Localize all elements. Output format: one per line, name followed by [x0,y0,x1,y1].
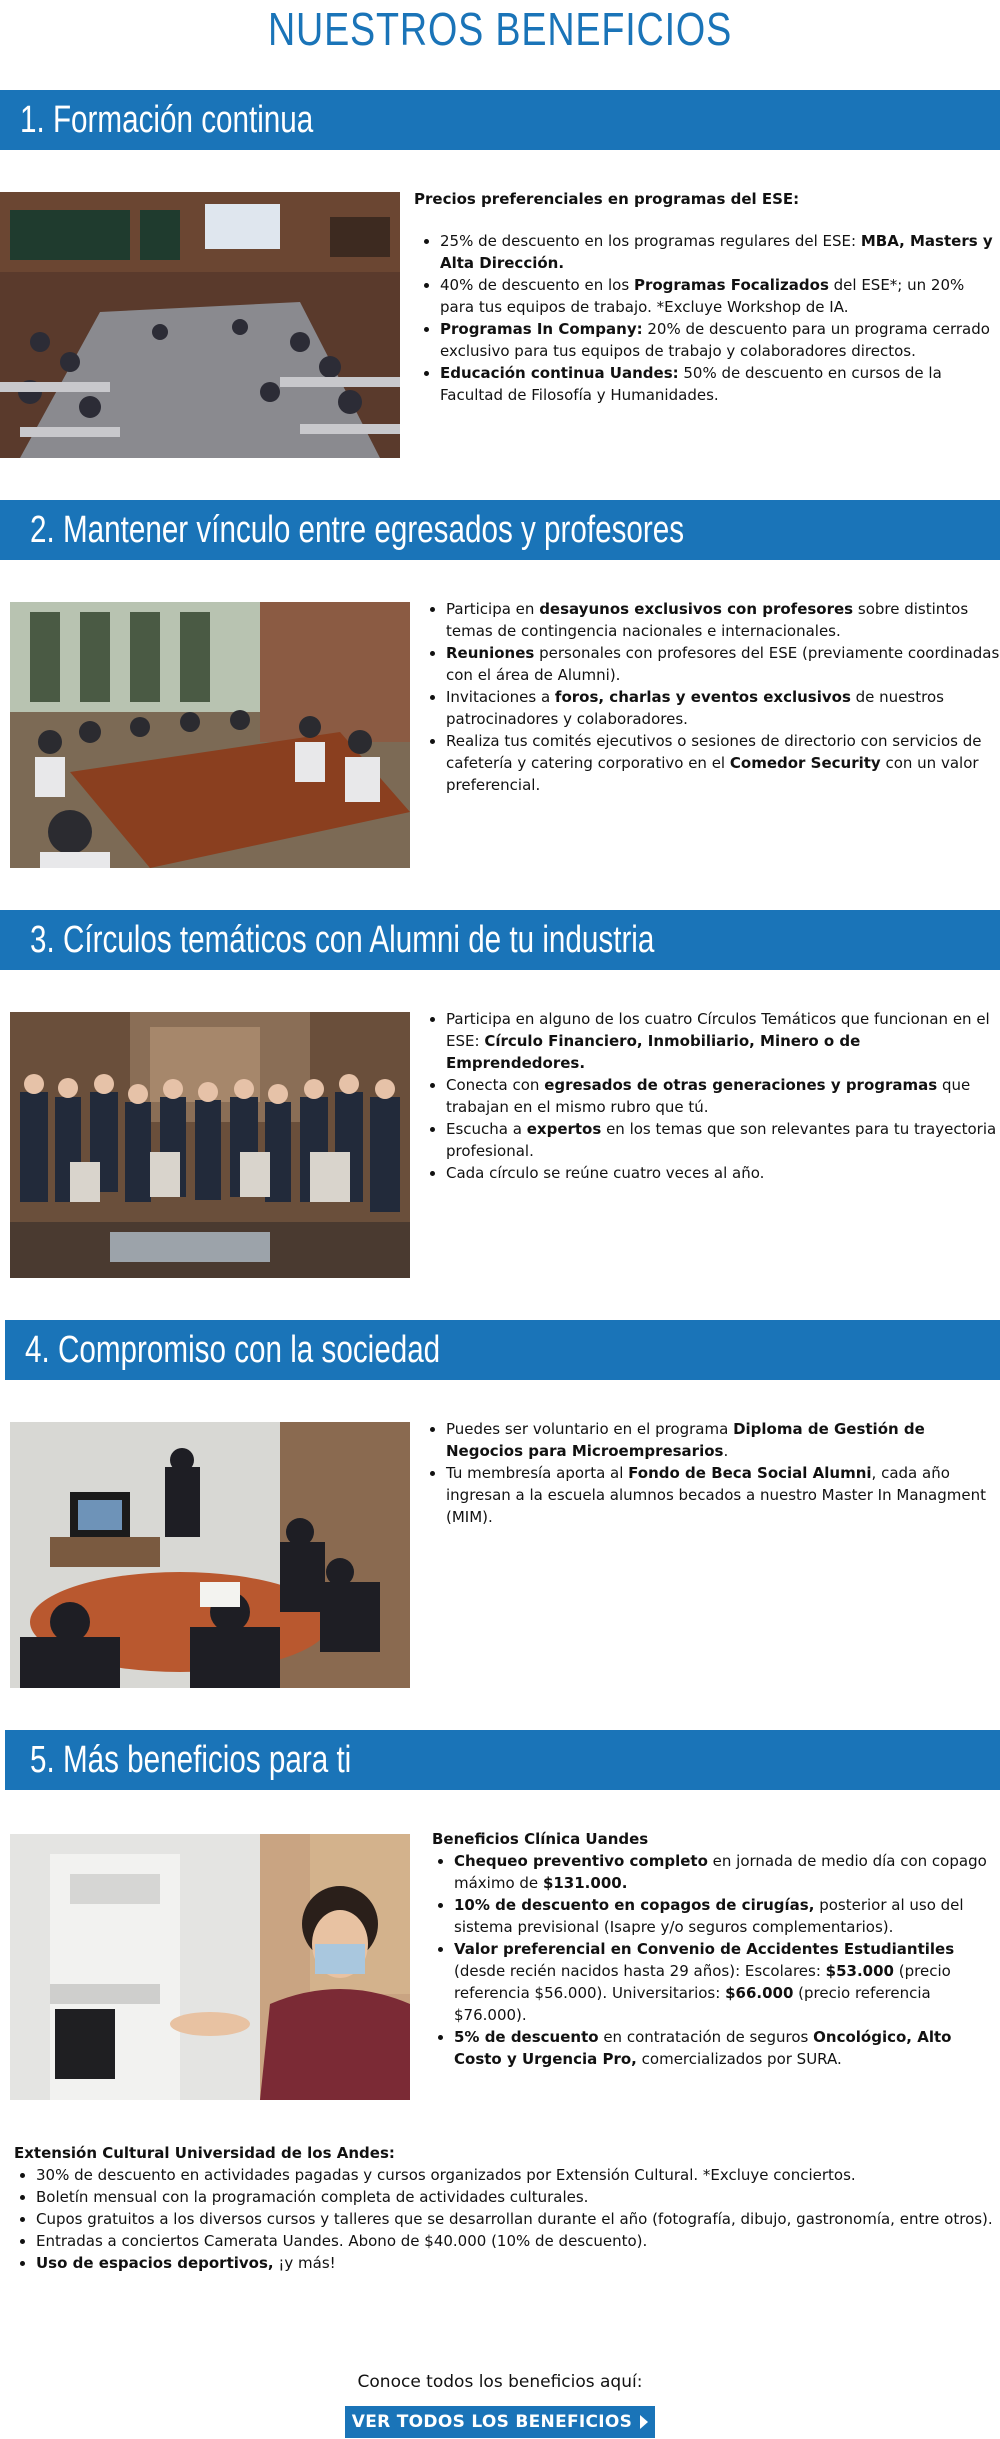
bold-text: Reuniones [446,644,535,662]
benefit-item [446,1074,1000,1118]
text: posterior al uso del sistema previsional (Isapre y/o seguros complementarios). [454,1896,964,1936]
benefit-list [420,598,1000,796]
section-4-text [420,1418,1000,1528]
benefit-item [36,2186,998,2208]
section-banner-mas-beneficios [5,1730,1000,1790]
bold-text: 5% de descuento [454,2028,599,2046]
benefit-item [446,598,1000,642]
text: sobre distintos temas de contingencia nacionales e internacionales. [446,600,969,640]
view-all-benefits-button[interactable] [345,2406,655,2438]
bold-text: Educación continua Uandes: [440,364,679,382]
text: Participa en alguno de los cuatro Círculos Temáticos que funcionan en el ESE: [446,1010,990,1050]
text: en contratación de seguros [598,2028,814,2046]
button-label: VER TODOS LOS BENEFICIOS [351,2412,633,2432]
bold-text: egresados de otras generaciones y programas [544,1076,938,1094]
benefit-list [420,1418,1000,1528]
text: (precio referencia $56.000). Universitarios: [454,1962,951,2002]
photo-group [10,1012,410,1278]
text: Escucha a [446,1120,527,1138]
section-3-text [420,1008,1000,1184]
text: comercializados por SURA. [636,2050,842,2068]
text: (precio referencia $76.000). [454,1984,931,2024]
benefit-item [446,1118,1000,1162]
text: Conecta con [446,1076,545,1094]
bold-text: Valor preferencial en Convenio de Accidentes Estudiantiles [454,1940,955,1958]
page-title: NUESTROS BENEFICIOS [267,3,733,55]
benefit-list [432,1850,1000,2070]
section-heading: Beneficios Clínica Uandes [432,1830,649,1848]
text: 40% de descuento en los [440,276,634,294]
bold-text: foros, charlas y eventos exclusivos [554,688,851,706]
bold-text: expertos [526,1120,602,1138]
bold-text: Programas In Company: [440,320,643,338]
extension-list [14,2164,998,2274]
text: . [723,1442,729,1460]
bold-text: Fondo de Beca Social Alumni [628,1464,872,1482]
section-5-text [432,1828,1000,2070]
benefit-item [446,1418,1000,1462]
text: Realiza tus comités ejecutivos o sesiones de directorio con servicios de cafetería y catering corporativo en el [446,732,982,772]
text: con un valor preferencial. [446,754,979,794]
text: Cupos gratuitos a los diversos cursos y talleres que se desarrollan durante el año (fotografía, dibujo, gastronomía, entre otros). [36,2210,993,2228]
benefit-item [36,2164,998,2186]
photo-round-table [10,1422,410,1688]
text: Participa en [446,600,540,618]
benefit-item [446,1162,1000,1184]
benefit-item [446,1008,1000,1074]
section-title: 3. Círculos temáticos con Alumni de tu industria [30,918,655,961]
benefit-list [414,230,1000,406]
bold-text: Oncológico, Alto Costo y Urgencia Pro, [454,2028,952,2068]
text: Invitaciones a [446,688,555,706]
section-heading: Precios preferenciales en programas del ESE: [414,190,800,208]
bold-text: Círculo Financiero, Inmobiliario, Minero o de Emprendedores. [446,1032,861,1072]
benefit-item [454,1938,1000,2026]
section-banner-compromiso [5,1320,1000,1380]
text: , cada año ingresan a la escuela alumnos becados a nuestro Master In Managment (MIM). [446,1464,986,1526]
section-banner-circulos [0,910,1000,970]
section-title: 5. Más beneficios para ti [30,1738,352,1781]
benefit-item [454,2026,1000,2070]
benefit-item [440,362,1000,406]
benefit-item [36,2252,998,2274]
bold-text: Comedor Security [729,754,881,772]
text: Tu membresía aporta al [446,1464,629,1482]
text: 25% de descuento en los programas regulares del ESE: [440,232,861,250]
text: 20% de descuento para un programa cerrado exclusivo para tus equipos de trabajo y colaboradores directos. [440,320,990,360]
text: que trabajan en el mismo rubro que tú. [446,1076,971,1116]
photo-meeting-table [10,602,410,868]
photo-classroom [0,192,400,458]
section-1-text [414,188,1000,406]
section-title: 4. Compromiso con la sociedad [25,1328,441,1371]
text: ¡y más! [273,2254,336,2272]
bold-text: $131.000. [542,1874,628,1892]
section-title: 1. Formación continua [20,98,314,141]
text: del ESE*; un 20% para tus equipos de trabajo. *Excluye Workshop de IA. [440,276,965,316]
text: Puedes ser voluntario en el programa [446,1420,734,1438]
section-title: 2. Mantener vínculo entre egresados y profesores [30,508,685,551]
benefit-item [36,2230,998,2252]
text: en jornada de medio día con copago máximo de [454,1852,987,1892]
section-2-text [420,598,1000,796]
benefit-item [440,274,1000,318]
benefit-item [446,730,1000,796]
benefit-item [454,1894,1000,1938]
section-banner-formacion [0,90,1000,150]
bold-text: Programas Focalizados [633,276,829,294]
bold-text: 10% de descuento en copagos de cirugías, [454,1896,815,1914]
benefit-item [440,230,1000,274]
text: 50% de descuento en cursos de la Facultad de Filosofía y Humanidades. [440,364,942,404]
text: (desde recién nacidos hasta 29 años): Escolares: [454,1962,826,1980]
benefit-item [440,318,1000,362]
extension-cultural [14,2142,998,2274]
bold-text: MBA, Masters y Alta Dirección. [440,232,993,272]
bold-text: Chequeo preventivo completo [454,1852,708,1870]
bold-text: $66.000 [725,1984,794,2002]
benefit-item [446,686,1000,730]
chevron-right-icon [640,2415,648,2429]
benefit-list [420,1008,1000,1184]
photo-mammography [10,1834,410,2100]
benefit-item [36,2208,998,2230]
text: en los temas que son relevantes para tu trayectoria profesional. [446,1120,997,1160]
bold-text: Uso de espacios deportivos, [36,2254,274,2272]
benefit-item [454,1850,1000,1894]
bold-text: desayunos exclusivos con profesores [539,600,854,618]
benefit-item [446,642,1000,686]
bold-text: $53.000 [825,1962,894,1980]
text: de nuestros patrocinadores y colaboradores. [446,688,944,728]
extension-heading: Extensión Cultural Universidad de los Andes: [14,2144,395,2162]
text: Boletín mensual con la programación completa de actividades culturales. [36,2188,589,2206]
text: Entradas a conciertos Camerata Uandes. Abono de $40.000 (10% de descuento). [36,2232,648,2250]
bold-text: Diploma de Gestión de Negocios para Microempresarios [446,1420,925,1460]
cta-text: Conoce todos los beneficios aquí: [357,2372,643,2392]
text: 30% de descuento en actividades pagadas y cursos organizados por Extensión Cultural. *Excluye conciertos. [36,2166,856,2184]
text: Cada círculo se reúne cuatro veces al año. [446,1164,765,1182]
benefit-item [446,1462,1000,1528]
section-banner-vinculo [0,500,1000,560]
text: personales con profesores del ESE (previamente coordinadas con el área de Alumni). [446,644,1000,684]
